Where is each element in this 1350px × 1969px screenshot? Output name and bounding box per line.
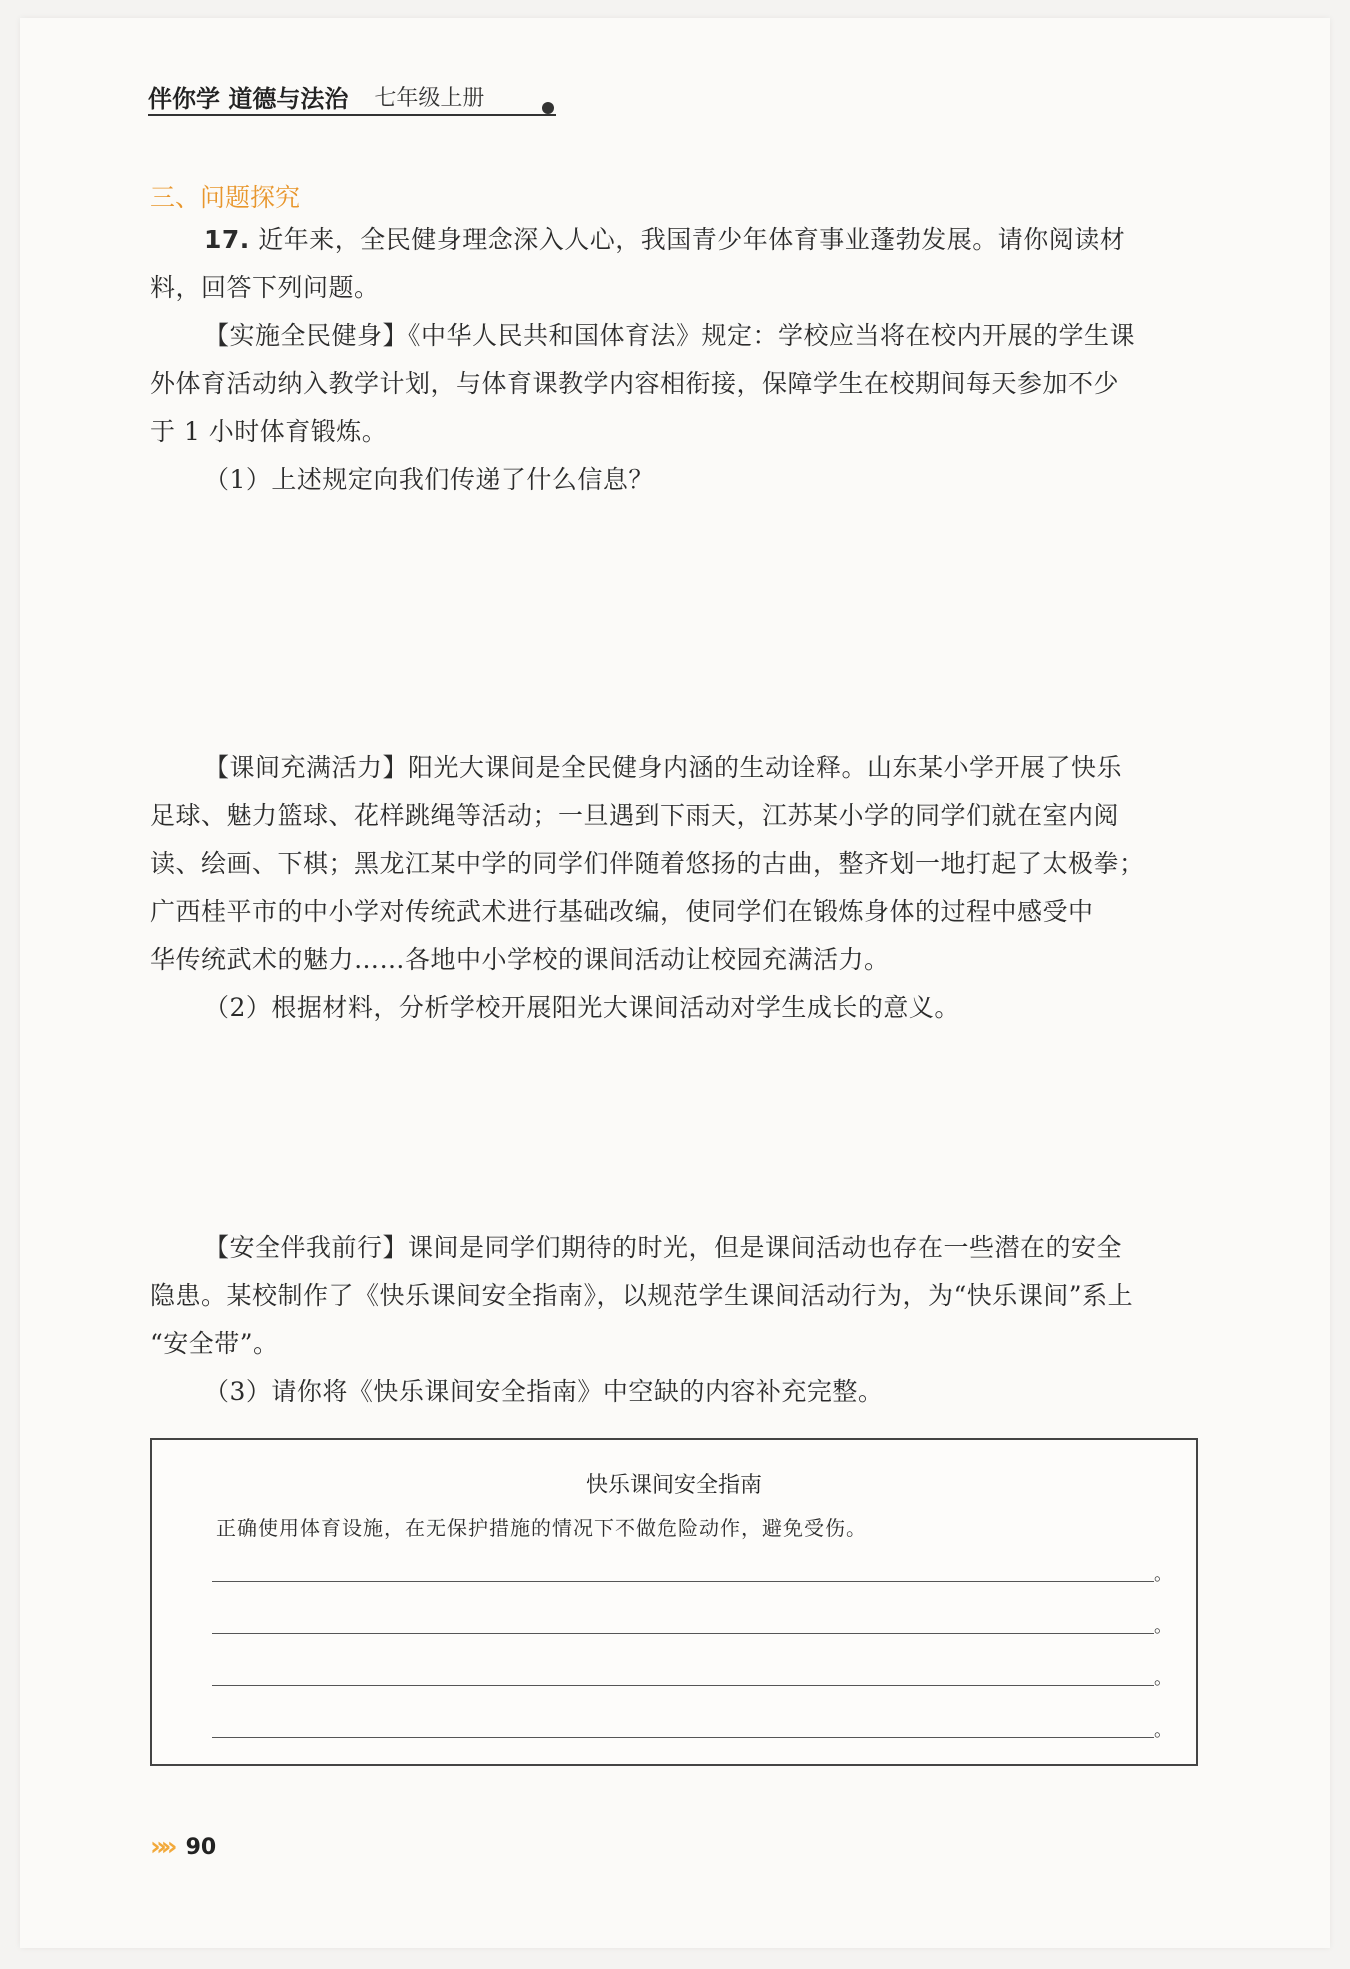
m1-line1-text: 《中华人民共和国体育法》规定：学校应当将在校内开展的学生课 (408, 321, 1136, 350)
answer-blank-2[interactable] (212, 1612, 1172, 1638)
section-title: 三、问题探究 (150, 183, 301, 212)
chevron-right-icon: »» (150, 1832, 172, 1862)
m2-tag: 【课间充满活力】 (204, 753, 409, 782)
blank-line (212, 1581, 1154, 1582)
q17-intro-text: 近年来，全民健身理念深入人心，我国青少年体育事业蓬勃发展。请你阅读材 (249, 225, 1126, 254)
answer-blank-1[interactable] (212, 1560, 1172, 1586)
answer-blank-4[interactable] (212, 1716, 1172, 1742)
m2-line2: 足球、魅力篮球、花样跳绳等活动；一旦遇到下雨天，江苏某小学的同学们就在室内阅 (150, 801, 1120, 830)
blank-period: 。 (1154, 1720, 1172, 1741)
m3-line3: “安全带”。 (150, 1329, 279, 1358)
running-header (148, 80, 556, 116)
answer-blank-3[interactable] (212, 1664, 1172, 1690)
page-footer (150, 1832, 216, 1862)
m2-line4: 广西桂平市的中小学对传统武术进行基础改编，使同学们在锻炼身体的过程中感受中 (150, 897, 1094, 926)
m3-line1 (204, 1232, 1252, 1264)
blank-period: 。 (1154, 1668, 1172, 1689)
m1-tag: 【实施全民健身】 (204, 321, 409, 350)
blank-period: 。 (1154, 1616, 1172, 1637)
blank-line (212, 1685, 1154, 1686)
guide-given-item: 正确使用体育设施，在无保护措施的情况下不做危险动作，避免受伤。 (216, 1516, 867, 1540)
m1-line1 (204, 320, 1252, 352)
q17-intro-line1 (204, 224, 1252, 256)
m2-line1-text: 阳光大课间是全民健身内涵的生动诠释。山东某小学开展了快乐 (408, 753, 1123, 782)
m3-line2: 隐患。某校制作了《快乐课间安全指南》，以规范学生课间活动行为，为“快乐课间”系上 (150, 1281, 1134, 1310)
m3-tag: 【安全伴我前行】 (204, 1233, 409, 1262)
m1-line3: 于 1 小时体育锻炼。 (150, 417, 388, 446)
question-3: （3）请你将《快乐课间安全指南》中空缺的内容补充完整。 (204, 1377, 884, 1406)
blank-line (212, 1737, 1154, 1738)
q17-intro-line2: 料，回答下列问题。 (150, 273, 380, 302)
blank-line (212, 1633, 1154, 1634)
m3-line1-text: 课间是同学们期待的时光，但是课间活动也存在一些潜在的安全 (408, 1233, 1123, 1262)
blank-period: 。 (1154, 1564, 1172, 1585)
guide-title: 快乐课间安全指南 (585, 1473, 762, 1498)
header-dot-icon (542, 102, 554, 114)
m2-line5: 华传统武术的魅力……各地中小学校的课间活动让校园充满活力。 (150, 945, 890, 974)
question-number: 17. (204, 225, 250, 254)
page-number: 90 (185, 1834, 217, 1860)
safety-guide-box (150, 1438, 1198, 1766)
question-1: （1）上述规定向我们传递了什么信息？ (204, 465, 654, 494)
m2-line1 (204, 752, 1252, 784)
book-title: 伴你学 道德与法治 (148, 85, 349, 113)
m1-line2: 外体育活动纳入教学计划，与体育课教学内容相衔接，保障学生在校期间每天参加不少 (150, 369, 1120, 398)
grade-label: 七年级上册 (374, 86, 485, 111)
m2-line3: 读、绘画、下棋；黑龙江某中学的同学们伴随着悠扬的古曲，整齐划一地打起了太极拳； (150, 849, 1145, 878)
question-2: （2）根据材料，分析学校开展阳光大课间活动对学生成长的意义。 (204, 993, 960, 1022)
